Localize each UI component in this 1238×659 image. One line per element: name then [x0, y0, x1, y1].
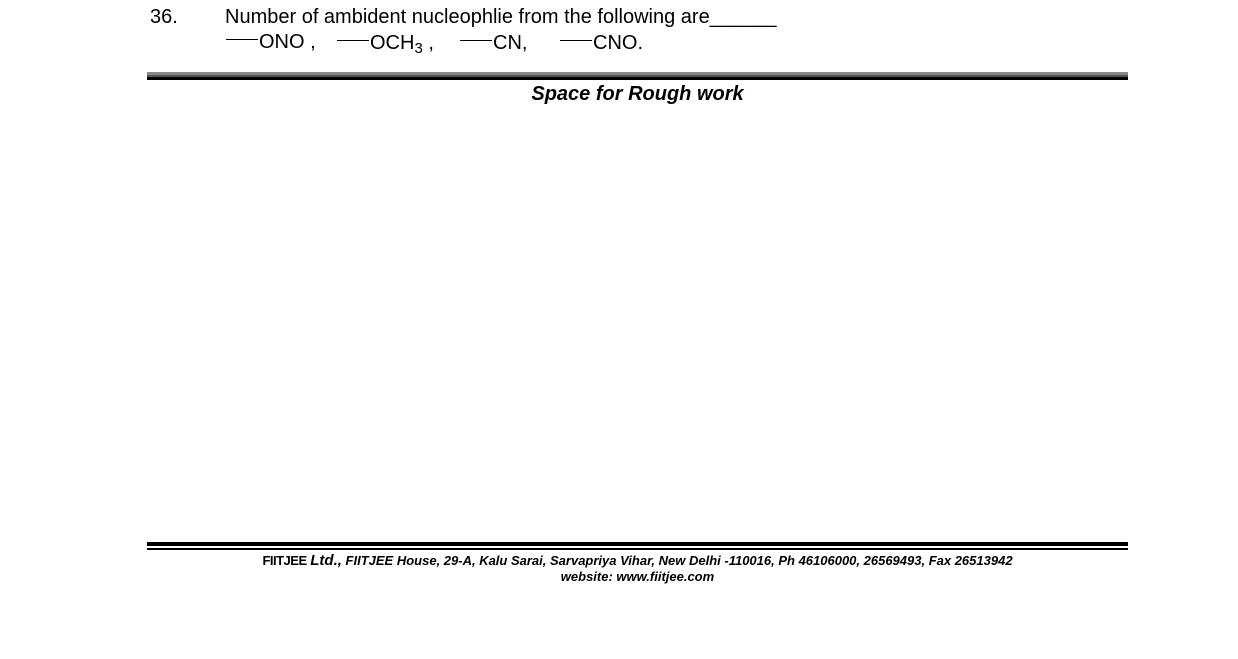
single-bond-icon: [337, 40, 369, 41]
option-separator: ,: [304, 31, 316, 53]
footer-brand: FIITJEE: [262, 553, 307, 568]
footer-ltd: Ltd.,: [310, 552, 342, 569]
option-group: CN,: [493, 32, 528, 54]
option-group: CNO.: [593, 32, 643, 54]
option-ono: [226, 30, 316, 54]
question-text: Number of ambident nucleophlie from the following are______: [225, 6, 777, 28]
question-number: 36.: [150, 6, 178, 28]
rough-work-title: Space for Rough work: [531, 83, 744, 105]
option-subscript: 3: [414, 40, 423, 57]
footer-website: website: www.fiitjee.com: [560, 569, 715, 584]
section-divider-bottom: [147, 542, 1128, 550]
option-group: OCH: [370, 32, 415, 54]
rough-work-area: [147, 110, 1128, 540]
single-bond-icon: [560, 40, 592, 41]
option-group: ONO: [259, 31, 305, 53]
section-divider-top: [147, 72, 1128, 81]
single-bond-icon: [460, 40, 492, 41]
option-separator: ,: [422, 32, 434, 54]
answer-options: [0, 30, 1238, 64]
option-cn: [460, 31, 527, 55]
footer-address: FIITJEE House, 29-A, Kalu Sarai, Sarvapriya Vihar, New Delhi -110016, Ph 46106000, 26569493, Fax 26513942: [345, 553, 1013, 568]
option-och3: [337, 31, 434, 57]
option-cno: [560, 31, 643, 55]
footer-address-line: [147, 552, 1128, 569]
single-bond-icon: [226, 39, 258, 40]
